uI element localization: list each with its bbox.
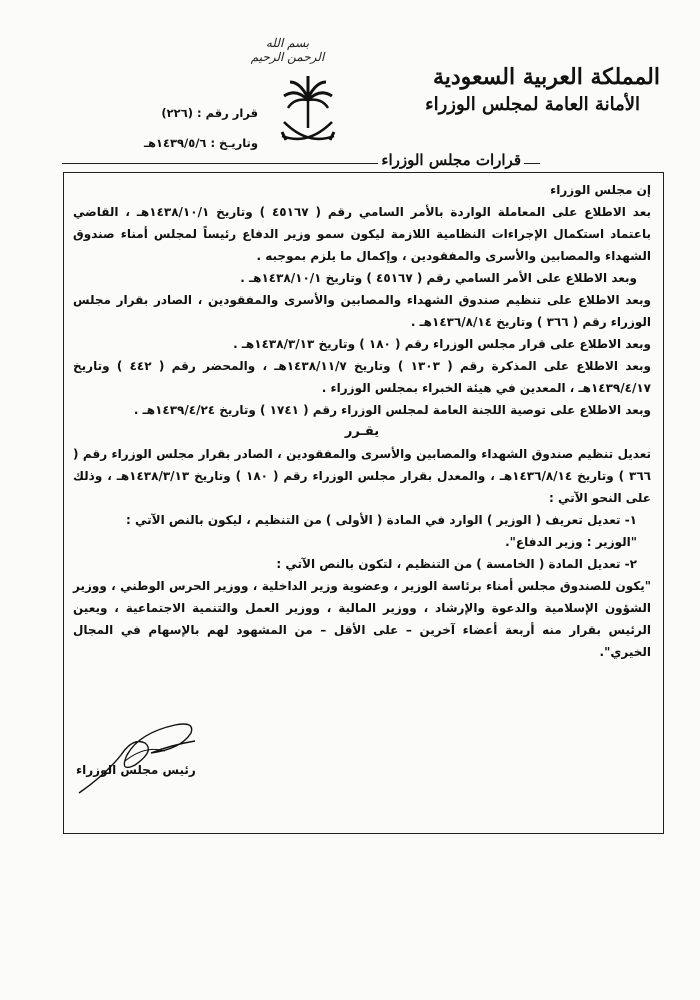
decision-body: [73, 179, 651, 663]
kingdom-name: المملكة العربية السعودية: [432, 64, 660, 90]
decision-date: وتاريـخ : ١٤٣٩/٥/٦هـ: [144, 136, 258, 150]
section-label: قرارات مجلس الوزراء: [378, 151, 524, 169]
header-rule-tail: [522, 163, 540, 164]
decision-number: قرار رقم : (٢٢٦): [161, 106, 258, 120]
item-1-text: "الوزير : وزير الدفاع".: [505, 535, 637, 549]
palm-and-swords-emblem-icon: [278, 70, 338, 150]
letterhead: [370, 62, 660, 118]
signatory-title: رئيس مجلس الوزراء: [76, 763, 196, 777]
item-2-text: "يكون للصندوق مجلس أمناء برئاسة الوزير ، وعضوية وزير الداخلية ، ووزير الحرس الوطني ، ووزير الشؤون الإسلامية والدعوة والإرشاد ، ووزير المالية ، ووزير العمل والتنمية الاجتماعية ، ويعين الرئيس بقرار منه أربعة أعضاء آخرين – على الأقل – من المشهود لهم بالإسهام في المجال الخيري".: [73, 579, 651, 659]
decision-reference: [108, 98, 258, 158]
basmala: بسم الله الرحمن الرحيم: [250, 36, 325, 64]
paragraph-4: وبعد الاطلاع على قرار مجلس الوزراء رقم ( ١٨٠ ) وتاريخ ١٤٣٨/٣/١٣هـ .: [233, 337, 651, 351]
opening-line: إن مجلس الوزراء: [550, 183, 651, 197]
handwritten-signature-icon: [75, 715, 225, 795]
item-2: ٢- تعديل المادة ( الخامسة ) من التنظيم ، لتكون بالنص الآتي :: [276, 557, 637, 571]
paragraph-5: وبعد الاطلاع على المذكرة رقم ( ١٣٠٣ ) وتاريخ ١٤٣٨/١١/٧هـ ، والمحضر رقم ( ٤٤٢ ) وتاريخ ١٤٣٩/٤/١٧هـ ، المعدين في هيئة الخبراء بمجلس الوزراء .: [73, 359, 651, 395]
secretariat-name: الأمانة العامة لمجلس الوزراء: [425, 94, 640, 115]
paragraph-7: تعديل تنظيم صندوق الشهداء والمصابين والأسرى والمفقودين ، الصادر بقرار مجلس الوزراء رقم ( ٣٦٦ ) وتاريخ ١٤٣٦/٨/١٤هـ ، والمعدل بقرار مجلس الوزراء رقم ( ١٨٠ ) وتاريخ ١٤٣٨/٣/١٣هـ ، وذلك على النحو الآتي :: [73, 447, 651, 505]
paragraph-3: وبعد الاطلاع على تنظيم صندوق الشهداء والمصابين والأسرى والمفقودين ، الصادر بقرار مجلس الوزراء رقم ( ٣٦٦ ) وتاريخ ١٤٣٦/٨/١٤هـ .: [73, 293, 651, 329]
paragraph-2: وبعد الاطلاع على الأمر السامي رقم ( ٤٥١٦٧ ) وتاريخ ١٤٣٨/١٠/١هـ .: [240, 271, 637, 285]
paragraph-1: بعد الاطلاع على المعاملة الواردة بالأمر السامي رقم ( ٤٥١٦٧ ) وتاريخ ١٤٣٨/١٠/١هـ ، القاضي باعتماد استكمال الإجراءات النظامية اللازمة ليكون سمو وزير الدفاع رئيساً لمجلس أمناء صندوق الشهداء والمصابين والأسرى والمفقودين ، وإكمال ما يلزم بموجبه .: [73, 205, 651, 263]
item-1: ١- تعديل تعريف ( الوزير ) الوارد في المادة ( الأولى ) من التنظيم ، ليكون بالنص الآتي :: [126, 513, 637, 527]
decides-heading: يقـرر: [344, 424, 380, 439]
paragraph-6: وبعد الاطلاع على توصية اللجنة العامة لمجلس الوزراء رقم ( ١٧٤١ ) وتاريخ ١٤٣٩/٤/٢٤هـ .: [133, 403, 651, 417]
